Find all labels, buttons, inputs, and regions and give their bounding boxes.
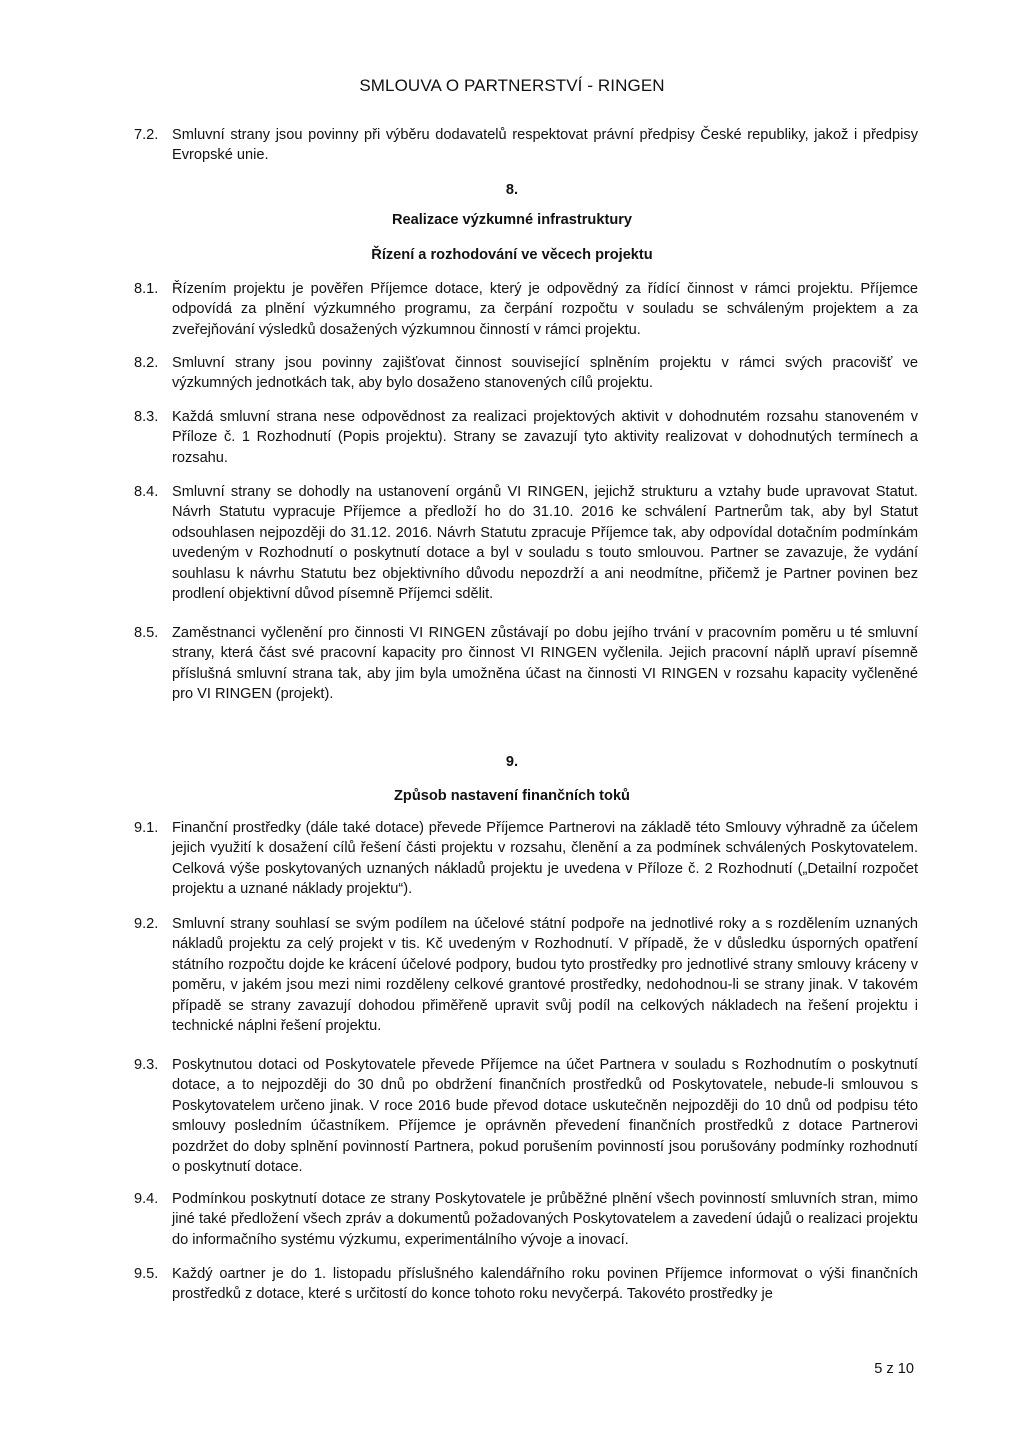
- clause-text: Finanční prostředky (dále také dotace) převede Příjemce Partnerovi na základě této Smlouvy výhradně za účelem jejich využití k dosažení cílů řešení části projektu v rozsahu, členění a za podmínek schválených Poskytovatelem. Celková výše poskytovaných uznaných nákladů projektu je uvedena v Příloze č. 2 Rozhodnutí („Detailní rozpočet projektu a uznané náklady projektu“).: [172, 820, 918, 898]
- clause-number: 9.5.: [134, 1266, 159, 1282]
- clause-text: Každý oartner je do 1. listopadu příslušného kalendářního roku povinen Příjemce informovat o výši finančních prostředků z dotace, které s určitostí do konce tohoto roku nevyčerpá. Takovéto prostředky je: [172, 1266, 918, 1303]
- section-9-title: Způsob nastavení finančních toků: [394, 788, 630, 804]
- clause-number: 9.3.: [134, 1057, 159, 1073]
- clause-text: Řízením projektu je pověřen Příjemce dotace, který je odpovědný za řídící činnost v rámci projektu. Příjemce odpovídá za plnění výzkumného programu, za čerpání rozpočtu v souladu se schváleným projektem a za zveřejňování výsledků dosažených výzkumnou činností v rámci projektu.: [172, 281, 918, 338]
- section-8-number: 8.: [505, 182, 519, 198]
- clause-8-3: [134, 407, 918, 468]
- section-9-number: 9.: [505, 754, 519, 770]
- clause-text: Smluvní strany souhlasí se svým podílem na účelové státní podpoře na jednotlivé roky a s rozdělením uznaných nákladů projektu za celý projekt v tis. Kč uvedeným v Rozhodnutí. V případě, že v důsledku úsporných opatření státního rozpočtu dojde ke krácení účelové podpory, budou tyto prostředky pro jednotlivé strany smlouvy kráceny v poměru, v jakém jsou mezi nimi rozděleny celkové grantové prostředky, nedohodnou-li se strany jinak. V takovém případě se strany zavazují dohodou přiměřeně upravit svůj podíl na celkových nákladech na řešení projektu i technické náplni řešení projektu.: [172, 916, 918, 1035]
- clause-number: 7.2.: [134, 127, 159, 143]
- clause-number: 8.5.: [134, 625, 159, 641]
- clause-number: 8.3.: [134, 409, 159, 425]
- clause-number: 9.4.: [134, 1191, 159, 1207]
- clause-number: 8.2.: [134, 355, 159, 371]
- clause-number: 8.1.: [134, 281, 159, 297]
- clause-8-5: [134, 623, 918, 705]
- clause-number: 8.4.: [134, 484, 159, 500]
- clause-9-2: [134, 914, 918, 1036]
- section-8-title: Realizace výzkumné infrastruktury: [391, 212, 633, 228]
- clause-text: Smluvní strany jsou povinny při výběru dodavatelů respektovat právní předpisy České republiky, jakož i předpisy Evropské unie.: [172, 127, 918, 164]
- clause-9-1: [134, 818, 918, 900]
- clause-8-1: [134, 279, 918, 340]
- clause-8-2: [134, 353, 918, 394]
- section-8-subtitle: Řízení a rozhodování ve věcech projektu: [371, 247, 653, 263]
- clause-9-3: [134, 1055, 918, 1177]
- clause-text: Zaměstnanci vyčlenění pro činnosti VI RINGEN zůstávají po dobu jejího trvání v pracovním poměru u té smluvní strany, která část své pracovní kapacity pro činnost VI RINGEN vyčlenila. Jejich pracovní náplň upraví písemně příslušná smluvní strana tak, aby jim byla umožněna účast na činnosti VI RINGEN v rozsahu kapacity vyčleněné pro VI RINGEN (projekt).: [172, 625, 918, 703]
- page-number: 5 z 10: [874, 1361, 914, 1377]
- clause-text: Smluvní strany se dohodly na ustanovení orgánů VI RINGEN, jejichž strukturu a vztahy bude upravovat Statut. Návrh Statutu vypracuje Příjemce a předloží ho do 31.10. 2016 ke schválení Partnerům tak, aby byl Statut odsouhlasen nejpozději do 31.12. 2016. Návrh Statutu zpracuje Příjemce tak, aby odpovídal dotačním podmínkám uvedeným v Rozhodnutí o poskytnutí dotace a byl v souladu s touto smlouvou. Partner se zavazuje, že vydání souhlasu k návrhu Statutu bez objektivního důvodu nepozdrží a ani neodmítne, přičemž je Partner povinen bez prodlení objektivní důvod písemně Příjemci sdělit.: [172, 484, 918, 603]
- clause-8-4: [134, 482, 918, 604]
- clause-text: Podmínkou poskytnutí dotace ze strany Poskytovatele je průběžné plnění všech povinností smluvních stran, mimo jiné také předložení všech zpráv a dokumentů požadovaných Poskytovatelem a zavedení údajů o realizaci projektu do informačního systému výzkumu, experimentálního vývoje a inovací.: [172, 1191, 918, 1248]
- clause-text: Poskytnutou dotaci od Poskytovatele převede Příjemce na účet Partnera v souladu s Rozhodnutím o poskytnutí dotace, a to nejpozději do 30 dnů po obdržení finančních prostředků od Poskytovatele, nebude-li smlouvou s Poskytovatelem určeno jinak. V roce 2016 bude převod dotace uskutečněn nejpozději do 10 dnů od podpisu této smlouvy posledním účastníkem. Příjemce je oprávněn převedení finančních prostředků z dotace Partnerovi pozdržet do doby splnění povinností Partnera, pokud porušením povinností jsou porušovány podmínky rozhodnutí o poskytnutí dotace.: [172, 1057, 918, 1176]
- clause-9-4: [134, 1189, 918, 1250]
- document-title: SMLOUVA O PARTNERSTVÍ - RINGEN: [359, 76, 665, 95]
- clause-text: Každá smluvní strana nese odpovědnost za realizaci projektových aktivit v dohodnutém rozsahu stanoveném v Příloze č. 1 Rozhodnutí (Popis projektu). Strany se zavazují tyto aktivity realizovat v dohodnutých termínech a rozsahu.: [172, 409, 918, 466]
- clause-7-2: [134, 125, 918, 166]
- clause-text: Smluvní strany jsou povinny zajišťovat činnost související splněním projektu v rámci svých pracovišť ve výzkumných jednotkách tak, aby bylo dosaženo stanovených cílů projektu.: [172, 355, 918, 392]
- clause-number: 9.2.: [134, 916, 159, 932]
- clause-number: 9.1.: [134, 820, 159, 836]
- clause-9-5: [134, 1264, 918, 1305]
